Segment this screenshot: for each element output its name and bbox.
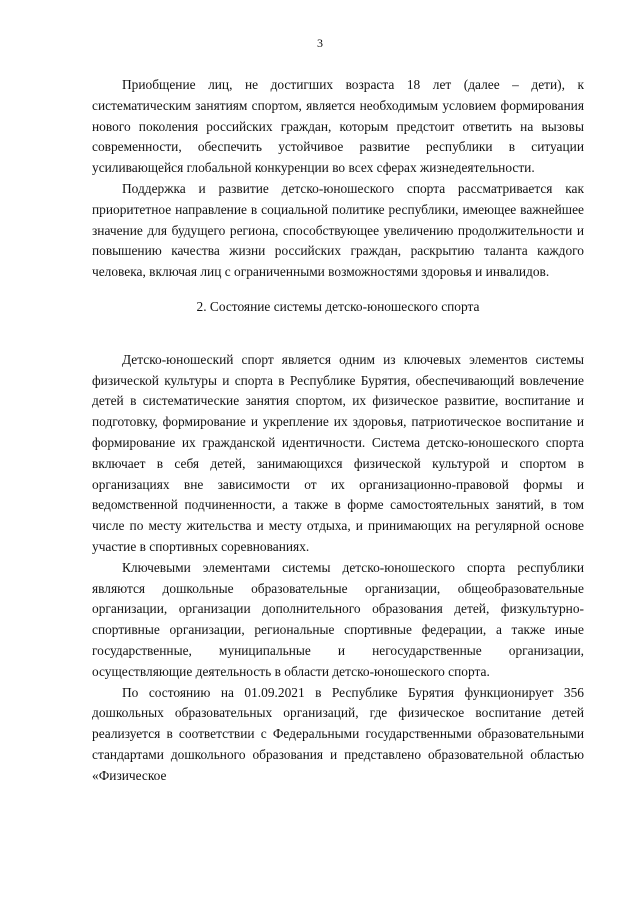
paragraph: Ключевыми элементами системы детско-юношеского спорта республики являются дошкольные образовательные организации, общеобразовательные организации, организации дополнительного образования детей, физкультурно-спортивные организации, региональные спортивные федерации, а также иные государственные, муниципальные и негосударственные организации, осуществляющие деятельность в области детско-юношеского спорта.: [92, 559, 584, 679]
paragraph: Приобщение лиц, не достигших возраста 18 лет (далее – дети), к систематическим занятиям спортом, является необходимым условием формирования нового поколения российских граждан, которым предстоит ответить на вызовы современности, обеспечить устойчивое развитие республики в ситуации усиливающейся глобальной конкуренции во всех сферах жизнедеятельности.: [92, 77, 584, 176]
page-number: 3: [317, 36, 323, 50]
document-body: [92, 75, 584, 787]
paragraph: Поддержка и развитие детско-юношеского спорта рассматривается как приоритетное направление в социальной политике республики, имеющее важнейшее значение для будущего региона, способствующее увеличению продолжительности и повышению качества жизни российских граждан, раскрытию таланта каждого человека, включая лиц с ограниченными возможностями здоровья и инвалидов.: [92, 180, 584, 280]
paragraph: По состоянию на 01.09.2021 в Республике Бурятия функционирует 356 дошкольных образовательных организаций, где физическое воспитание детей реализуется в соответствии с Федеральными государственными образовательными стандартами дошкольного образования и представлено образовательной областью «Физическое: [92, 684, 584, 783]
section-heading: 2. Состояние системы детско-юношеского спорта: [196, 298, 480, 314]
paragraph: Детско-юношеский спорт является одним из ключевых элементов системы физической культуры и спорта в Республике Бурятия, обеспечивающий вовлечение детей в систематические занятия спортом, их физическое развитие, воспитание и подготовку, формирование и укрепление их здоровья, патриотическое воспитание и формирование их гражданской идентичности. Система детско-юношеского спорта включает в себя детей, занимающихся физической культурой и спортом в организациях вне зависимости от их организационно-правовой формы и ведомственной подчиненности, а также в форме самостоятельных занятий, в том числе по месту жительства и месту отдыха, и принимающих на регулярной основе участие в спортивных соревнованиях.: [92, 351, 584, 554]
